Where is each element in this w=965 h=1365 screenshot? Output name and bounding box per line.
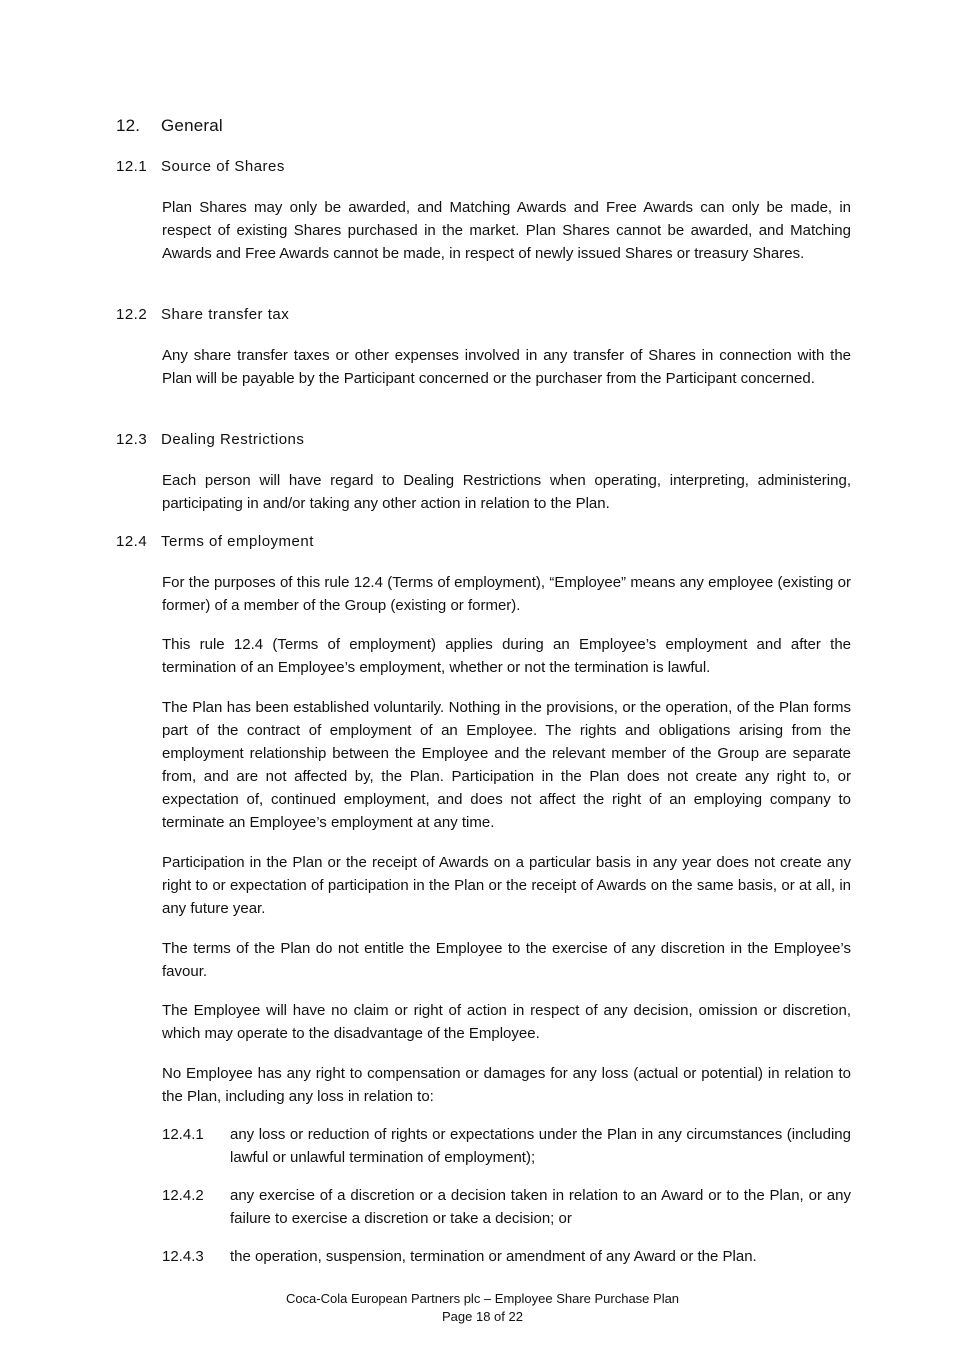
- list-item-12-4-2: [162, 1184, 851, 1230]
- list-item-12-4-3: [162, 1245, 851, 1268]
- list-item-number: 12.4.3: [162, 1248, 204, 1265]
- paragraph: The Plan has been established voluntarily. Nothing in the provisions, or the operation, of the Plan forms part of the contract of employment of an Employee. The rights and obligations arising from the employment relationship between the Employee and the relevant member of the Group are separate from, and are not affected by, the Plan. Participation in the Plan does not create any right to, or expectation of, continued employment, and does not affect the right of an employing company to terminate an Employee’s employment at any time.: [162, 699, 851, 831]
- list-item-12-4-1: [162, 1123, 851, 1169]
- list-item-number: 12.4.1: [162, 1126, 204, 1143]
- subsection-number: 12.2: [116, 306, 148, 323]
- subsection-number: 12.4: [116, 533, 148, 550]
- list-item-text: the operation, suspension, termination or amendment of any Award or the Plan.: [230, 1248, 757, 1265]
- subsection-title: Terms of employment: [161, 533, 314, 550]
- subsection-number: 12.3: [116, 431, 148, 448]
- footer-title: Coca-Cola European Partners plc – Employee Share Purchase Plan: [285, 1291, 680, 1306]
- subsection-heading-12-3: [116, 430, 304, 450]
- paragraph: The terms of the Plan do not entitle the Employee to the exercise of any discretion in the Employee’s favour.: [162, 940, 851, 980]
- subsection-heading-12-4: [116, 532, 314, 552]
- list-item-number: 12.4.2: [162, 1187, 204, 1204]
- paragraph: This rule 12.4 (Terms of employment) applies during an Employee’s employment and after the termination of an Employee’s employment, whether or not the termination is lawful.: [162, 636, 851, 676]
- list-item-text: any exercise of a discretion or a decision taken in relation to an Award or to the Plan, or any failure to exercise a discretion or take a decision; or: [230, 1187, 851, 1227]
- subsection-title: Dealing Restrictions: [161, 431, 305, 448]
- section-number: 12.: [116, 116, 141, 135]
- list-item-text: any loss or reduction of rights or expectations under the Plan in any circumstances (including lawful or unlawful termination of employment);: [230, 1126, 851, 1166]
- section-heading: [116, 115, 223, 137]
- section-title: General: [161, 116, 223, 135]
- paragraph: No Employee has any right to compensation or damages for any loss (actual or potential) in relation to the Plan, including any loss in relation to:: [162, 1065, 851, 1105]
- subsection-heading-12-2: [116, 305, 289, 325]
- paragraph: Any share transfer taxes or other expenses involved in any transfer of Shares in connection with the Plan will be payable by the Participant concerned or the purchaser from the Participant concerned.: [162, 347, 851, 387]
- footer-page-number: Page 18 of 22: [442, 1309, 523, 1324]
- subsection-title: Source of Shares: [161, 158, 285, 175]
- subsection-heading-12-1: [116, 157, 285, 177]
- paragraph: The Employee will have no claim or right of action in respect of any decision, omission or discretion, which may operate to the disadvantage of the Employee.: [162, 1002, 851, 1042]
- paragraph: For the purposes of this rule 12.4 (Terms of employment), “Employee” means any employee (existing or former) of a member of the Group (existing or former).: [162, 574, 851, 614]
- subsection-title: Share transfer tax: [161, 306, 290, 323]
- subsection-number: 12.1: [116, 158, 148, 175]
- paragraph: Participation in the Plan or the receipt of Awards on a particular basis in any year does not create any right to or expectation of participation in the Plan or the receipt of Awards on the same basis, or at all, in any future year.: [162, 854, 851, 917]
- paragraph: Each person will have regard to Dealing Restrictions when operating, interpreting, administering, participating in and/or taking any other action in relation to the Plan.: [162, 472, 851, 512]
- paragraph: Plan Shares may only be awarded, and Matching Awards and Free Awards can only be made, in respect of existing Shares purchased in the market. Plan Shares cannot be awarded, and Matching Awards and Free Awards cannot be made, in respect of newly issued Shares or treasury Shares.: [162, 199, 851, 262]
